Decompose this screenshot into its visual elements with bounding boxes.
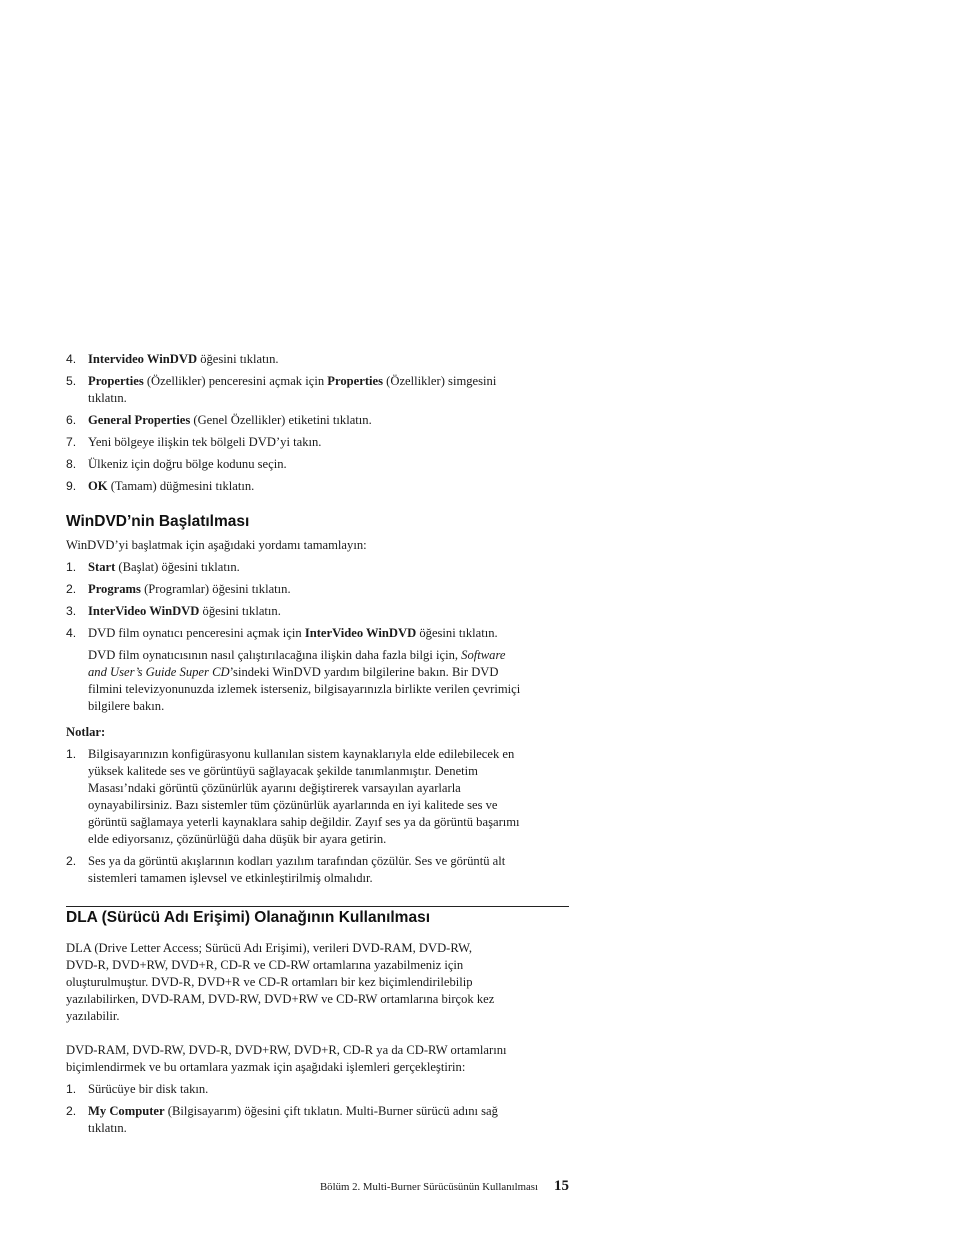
list-text: (Tamam) düğmesini tıklatın. (107, 479, 255, 493)
paragraph-line: biçimlendirmek ve bu ortamlara yazmak için aşağıdaki işlemleri gerçekleştirin: (66, 1060, 466, 1074)
dla-paragraph-1 (66, 940, 571, 1025)
page-footer (320, 1178, 569, 1195)
list-text: (Özellikler) simgesini (383, 374, 497, 388)
list-item (66, 1103, 571, 1137)
list-text: (Bilgisayarım) öğesini çift tıklatın. Multi-Burner sürücü adını sağ (164, 1104, 498, 1118)
list-number: 7. (66, 435, 77, 449)
paragraph-line: DVD-R, DVD+RW, DVD+R, CD-R ve CD-RW ortamlarına yazabilmeniz için (66, 958, 464, 972)
list-text: öğesini tıklatın. (416, 626, 498, 640)
note-item (66, 853, 571, 887)
ui-term: OK (88, 479, 108, 493)
ui-term: InterVideo WinDVD (88, 604, 200, 618)
note-line: Bilgisayarınızın konfigürasyonu kullanılan sistem kaynaklarıyla elde edilebilecek en (88, 747, 515, 761)
list-item (66, 603, 571, 620)
note-line: elde ediyorsanız, çözünürlüğü daha düşük bir ayara getirin. (88, 832, 387, 846)
section-divider (66, 906, 569, 907)
paragraph-line: oluşturulmuştur. DVD-R, DVD+R ve CD-R ortamları bir kez biçimlendirilebilip (66, 975, 473, 989)
list-item (66, 351, 571, 368)
ui-term: Intervideo WinDVD (88, 352, 198, 366)
ui-term: InterVideo WinDVD (304, 626, 417, 640)
paragraph-line: yazılabilirken, DVD-RAM, DVD-RW, DVD+RW ve CD-RW ortamlarına birçok kez (66, 992, 495, 1006)
list-number: 4. (66, 626, 77, 640)
note-line: yüksek kalitede ses ve görüntüyü sağlayacak şekilde tanımlanmıştır. Denetim (88, 764, 478, 778)
list-item (66, 434, 571, 451)
help-text: bilgilere bakın. (88, 699, 165, 713)
note-line: görüntü sağlamaya yeterli kaynaklara sahip değildir. Zayıf ses ya da görüntü başarımı (88, 815, 520, 829)
ui-term: Properties (88, 374, 144, 388)
note-line: Masası’ndaki görüntü çözünürlük ayarını değiştirerek varsayılan ayarlarla (88, 781, 461, 795)
steps-list-top (66, 351, 571, 495)
list-item (66, 373, 571, 407)
dla-paragraph-2 (66, 1042, 571, 1076)
section-windvd-body (66, 537, 571, 887)
list-number: 2. (66, 854, 77, 868)
ui-term: Programs (88, 582, 141, 596)
intro-paragraph: WinDVD’yi başlatmak için aşağıdaki yordamı tamamlayın: (66, 538, 367, 552)
list-number: 4. (66, 352, 77, 366)
list-number: 1. (66, 560, 77, 574)
section-dla-body (66, 940, 571, 1137)
list-item (66, 625, 571, 642)
list-number: 1. (66, 747, 77, 761)
list-number: 6. (66, 413, 77, 427)
help-text: ’sindeki WinDVD yardım bilgilerine bakın. Bir DVD (229, 665, 499, 679)
paragraph-line: DLA (Drive Letter Access; Sürücü Adı Erişimi), verileri DVD-RAM, DVD-RW, (66, 941, 472, 955)
list-item (66, 456, 571, 473)
list-text: (Başlat) öğesini tıklatın. (115, 560, 240, 574)
list-item (66, 1081, 571, 1098)
list-text: DVD film oynatıcı penceresini açmak için (88, 626, 305, 640)
list-text: Ülkeniz için doğru bölge kodunu seçin. (88, 457, 287, 471)
list-text: tıklatın. (88, 1121, 127, 1135)
note-item (66, 746, 571, 848)
help-text: filmini televizyonunuzda izlemek isterseniz, bilgisayarınızla birlikte verilen çevrimiçi (88, 682, 521, 696)
book-title: and User’s Guide Super CD (88, 665, 230, 679)
list-item (66, 412, 571, 429)
notes-label: Notlar: (66, 725, 106, 739)
list-text: öğesini tıklatın. (197, 352, 279, 366)
list-number: 2. (66, 1104, 77, 1118)
footer-chapter-title: Bölüm 2. Multi-Burner Sürücüsünün Kullanılması (319, 1181, 538, 1193)
list-text: (Programlar) öğesini tıklatın. (140, 582, 291, 596)
list-text: Yeni bölgeye ilişkin tek bölgeli DVD’yi takın. (88, 435, 322, 449)
list-text: (Özellikler) penceresini açmak için (143, 374, 328, 388)
note-line: sistemleri tamamen işlevsel ve etkinleştirilmiş olmalıdır. (88, 871, 373, 885)
list-number: 1. (66, 1082, 77, 1096)
section-heading-windvd: WinDVD’nin Başlatılması (66, 513, 250, 530)
list-number: 8. (66, 457, 77, 471)
list-number: 2. (66, 582, 77, 596)
paragraph-line: DVD-RAM, DVD-RW, DVD-R, DVD+RW, DVD+R, CD-R ya da CD-RW ortamlarını (66, 1043, 507, 1057)
note-line: Ses ya da görüntü akışlarının kodları yazılım tarafından çözülür. Ses ve görüntü alt (88, 854, 506, 868)
page-number: 15 (554, 1178, 569, 1194)
paragraph-line: yazılabilir. (66, 1009, 120, 1023)
section-heading-dla: DLA (Sürücü Adı Erişimi) Olanağının Kullanılması (66, 909, 431, 926)
list-text: Sürücüye bir disk takın. (88, 1082, 209, 1096)
book-title: Software (461, 648, 506, 662)
ui-term: Start (88, 560, 116, 574)
ui-term: General Properties (88, 413, 191, 427)
list-item (66, 478, 571, 495)
list-text: öğesini tıklatın. (199, 604, 281, 618)
list-number: 3. (66, 604, 77, 618)
ui-term: My Computer (88, 1104, 165, 1118)
list-number: 9. (66, 479, 77, 493)
help-paragraph (66, 647, 571, 715)
list-text: (Genel Özellikler) etiketini tıklatın. (190, 413, 372, 427)
list-text: tıklatın. (88, 391, 127, 405)
list-item (66, 559, 571, 576)
list-item (66, 581, 571, 598)
help-text: DVD film oynatıcısının nasıl çalıştırılacağına ilişkin daha fazla bilgi için, (88, 648, 462, 662)
ui-term: Properties (327, 374, 384, 388)
list-number: 5. (66, 374, 77, 388)
note-line: oynayabilirsiniz. Bazı sistemler tüm çözünürlük ayarlarında en iyi kalitede ses ve (88, 798, 498, 812)
